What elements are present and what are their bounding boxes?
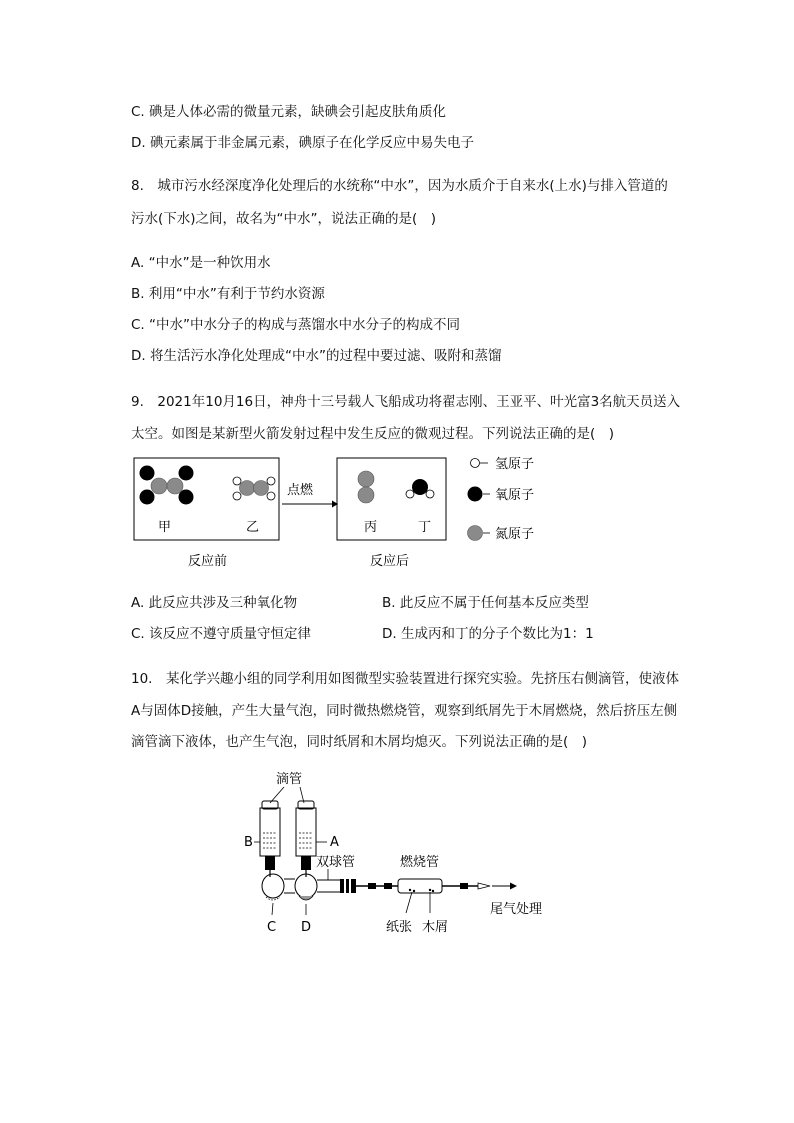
label-dropper: 滴管 bbox=[276, 772, 303, 787]
molecule-ding bbox=[406, 479, 434, 498]
label-jia: 甲 bbox=[158, 520, 172, 535]
label-combustion-tube: 燃烧管 bbox=[400, 855, 440, 870]
legend-nitrogen: 氮原子 bbox=[495, 527, 535, 542]
q7-option-d: D. 碘元素属于非金属元素，碘原子在化学反应中易失电子 bbox=[131, 135, 474, 151]
q8-option-b: B. 利用“中水”有利于节约水资源 bbox=[131, 286, 325, 302]
molecule-jia bbox=[140, 466, 194, 505]
condition-label: 点燃 bbox=[287, 483, 314, 498]
q9-option-b: B. 此反应不属于任何基本反应类型 bbox=[382, 595, 589, 611]
label-c: C bbox=[267, 920, 277, 935]
dropper-a bbox=[296, 801, 316, 877]
q9-stem-line1: 9. 2021年10月16日，神舟十三号载人飞船成功将翟志刚、王亚平、叶光富3名航天员送入 bbox=[131, 394, 681, 410]
q8-stem-line1: 8. 城市污水经深度净化处理后的水统称“中水”，因为水质介于自来水(上水)与排入管道的 bbox=[131, 178, 668, 194]
legend-hydrogen: 氢原子 bbox=[495, 457, 535, 472]
dropper-b bbox=[260, 801, 280, 877]
q10-stem-line3: 滴管滴下液体，也产生气泡，同时纸屑和木屑均熄灭。下列说法正确的是( ) bbox=[131, 734, 588, 750]
q8-option-a: A. “中水”是一种饮用水 bbox=[131, 255, 271, 271]
q9-option-a: A. 此反应共涉及三种氧化物 bbox=[131, 595, 298, 611]
label-bing: 丙 bbox=[364, 520, 378, 535]
label-after: 反应后 bbox=[370, 554, 410, 569]
apparatus-diagram bbox=[240, 763, 560, 943]
label-d: D bbox=[301, 920, 312, 935]
q8-option-d: D. 将生活污水净化处理成“中水”的过程中要过滤、吸附和蒸馏 bbox=[131, 348, 502, 364]
molecule-bing bbox=[358, 471, 374, 503]
legend-oxygen-icon bbox=[468, 487, 483, 502]
legend bbox=[468, 457, 535, 542]
reaction-diagram bbox=[130, 452, 570, 572]
q7-option-c: C. 碘是人体必需的微量元素，缺碘会引起皮肤角质化 bbox=[131, 104, 447, 120]
molecule-yi bbox=[233, 477, 275, 500]
legend-oxygen: 氧原子 bbox=[495, 488, 535, 503]
label-wood: 木屑 bbox=[422, 920, 449, 935]
label-a: A bbox=[330, 835, 339, 850]
q8-option-c: C. “中水”中水分子的构成与蒸馏水中水分子的构成不同 bbox=[131, 317, 460, 333]
label-paper: 纸张 bbox=[386, 920, 413, 935]
q10-stem-line1: 10. 某化学兴趣小组的同学利用如图微型实验装置进行探究实验。先挤压右侧滴管，使液体 bbox=[131, 671, 679, 687]
q9-stem-line2: 太空。如图是某新型火箭发射过程中发生反应的微观过程。下列说法正确的是( ) bbox=[131, 426, 615, 442]
legend-nitrogen-icon bbox=[468, 526, 483, 541]
label-ding: 丁 bbox=[418, 520, 432, 535]
label-before: 反应前 bbox=[188, 554, 228, 569]
combustion-tube bbox=[398, 879, 442, 893]
label-double-bulb: 双球管 bbox=[316, 855, 356, 870]
label-b: B bbox=[244, 835, 253, 850]
legend-hydrogen-icon bbox=[471, 459, 480, 468]
q9-option-d: D. 生成丙和丁的分子个数比为1：1 bbox=[382, 626, 594, 642]
q9-option-c: C. 该反应不遵守质量守恒定律 bbox=[131, 626, 312, 642]
label-yi: 乙 bbox=[246, 520, 260, 535]
q10-stem-line2: A与固体D接触，产生大量气泡，同时微热燃烧管，观察到纸屑先于木屑燃烧，然后挤压左侧 bbox=[131, 703, 678, 719]
stopper bbox=[340, 879, 356, 893]
label-exhaust: 尾气处理 bbox=[490, 902, 543, 917]
q8-stem-line2: 污水(下水)之间，故名为“中水”，说法正确的是( ) bbox=[131, 211, 437, 227]
